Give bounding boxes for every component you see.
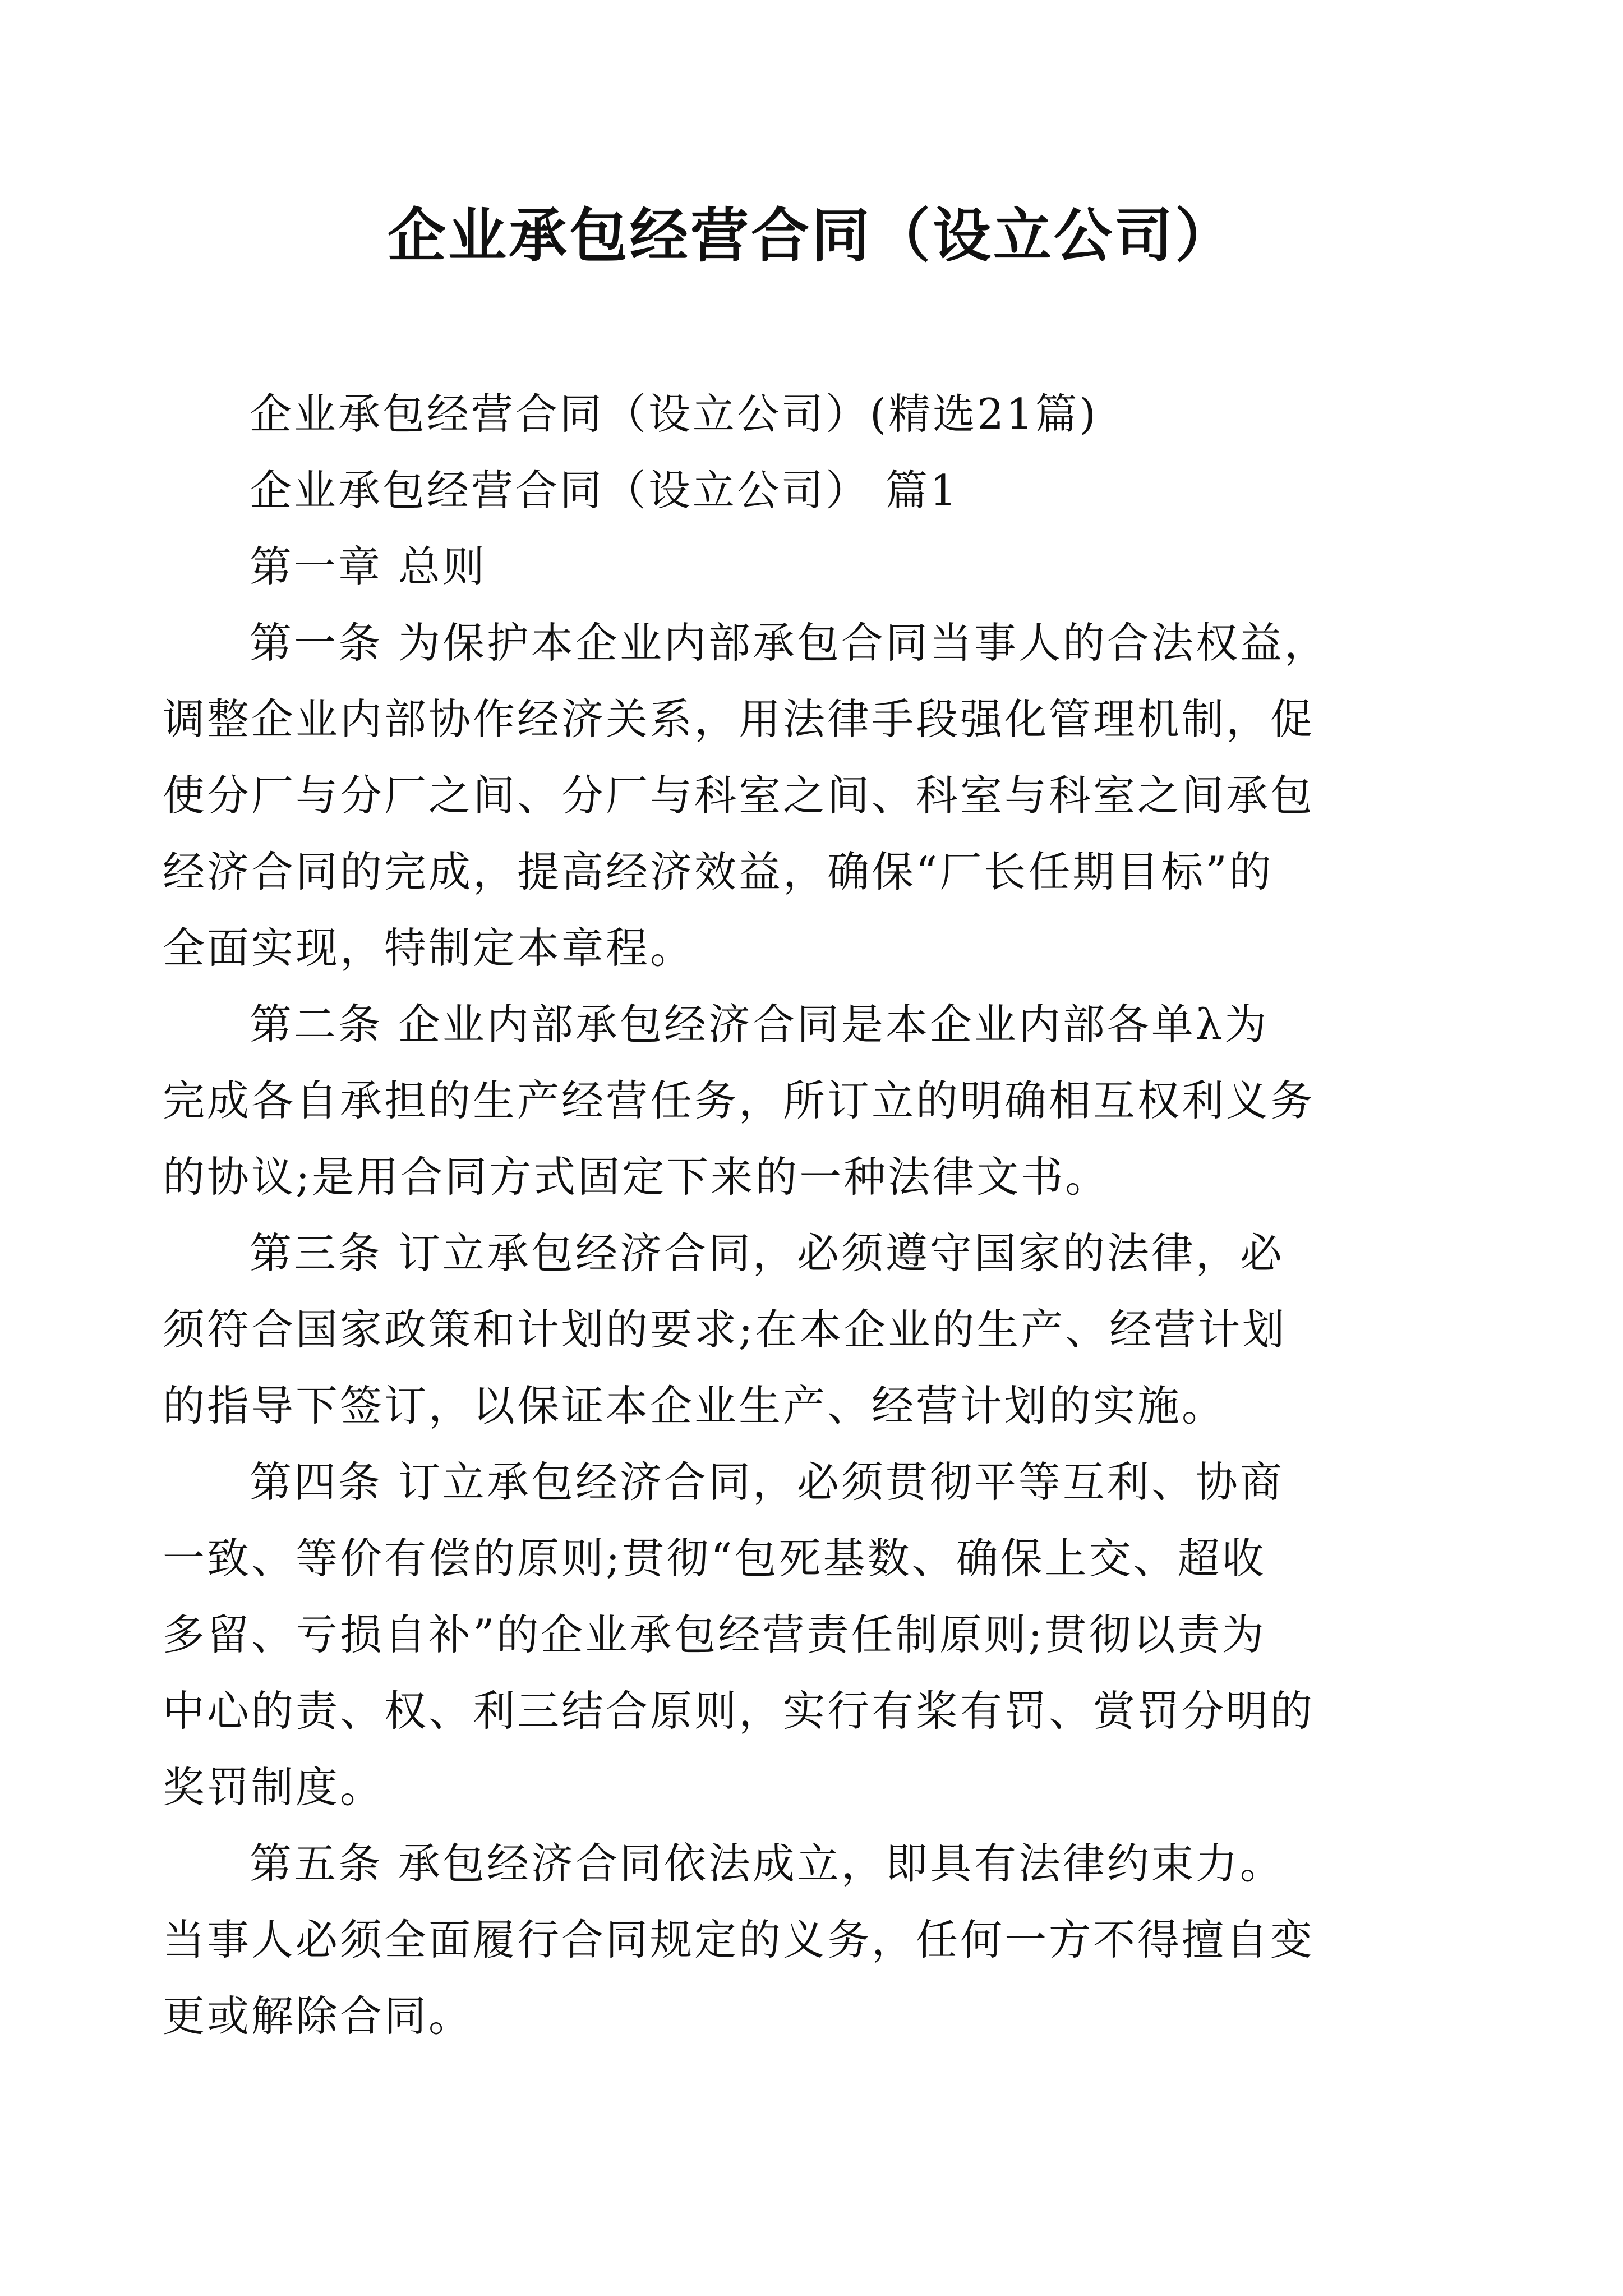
document-title: 企业承包经营合同（设立公司） (387, 201, 1235, 270)
article-1-line-5: 全面实现，特制定本章程。 (163, 923, 695, 973)
article-2-line-1: 第二条 企业内部承包经济合同是本企业内部各单λ为 (250, 1000, 1269, 1049)
article-5-line-2: 当事人必须全面履行合同规定的义务，任何一方不得擅自变 (163, 1915, 1315, 1964)
article-3-line-2: 须符合国家政策和计划的要求;在本企业的生产、经营计划 (163, 1305, 1287, 1354)
article-2-line-2: 完成各自承担的生产经营任务，所订立的明确相互权利义务 (163, 1076, 1315, 1125)
article-4-line-5: 奖罚制度。 (163, 1763, 385, 1812)
article-1-line-1: 第一条 为保护本企业内部承包合同当事人的合法权益， (250, 618, 1329, 668)
subtitle-line: 企业承包经营合同（设立公司）(精选21篇) (250, 389, 1098, 439)
article-4-line-2: 一致、等价有偿的原则;贯彻“包死基数、确保上交、超收 (163, 1534, 1266, 1583)
section-heading: 企业承包经营合同（设立公司） 篇1 (250, 466, 959, 515)
article-1-line-4: 经济合同的完成，提高经济效益，确保“厂长任期目标”的 (163, 847, 1274, 896)
article-5-line-1: 第五条 承包经济合同依法成立，即具有法律约束力。 (250, 1839, 1284, 1888)
article-4-line-4: 中心的责、权、利三结合原则，实行有桨有罚、赏罚分明的 (163, 1686, 1315, 1736)
chapter-heading: 第一章 总则 (250, 542, 487, 591)
article-1-line-2: 调整企业内部协作经济关系，用法律手段强化管理机制，促 (163, 694, 1315, 744)
article-3-line-3: 的指导下签订，以保证本企业生产、经营计划的实施。 (163, 1381, 1227, 1430)
article-1-line-3: 使分厂与分厂之间、分厂与科室之间、科室与科室之间承包 (163, 771, 1315, 820)
article-5-line-3: 更或解除合同。 (163, 1991, 473, 2041)
article-3-line-1: 第三条 订立承包经济合同，必须遵守国家的法律，必 (250, 1228, 1284, 1278)
article-4-line-3: 多留、亏损自补”的企业承包经营责任制原则;贯彻以责为 (163, 1610, 1266, 1659)
article-2-line-3: 的协议;是用合同方式固定下来的一种法律文书。 (163, 1152, 1110, 1202)
document-body (163, 376, 1371, 2054)
article-4-line-1: 第四条 订立承包经济合同，必须贯彻平等互利、协商 (250, 1457, 1284, 1507)
